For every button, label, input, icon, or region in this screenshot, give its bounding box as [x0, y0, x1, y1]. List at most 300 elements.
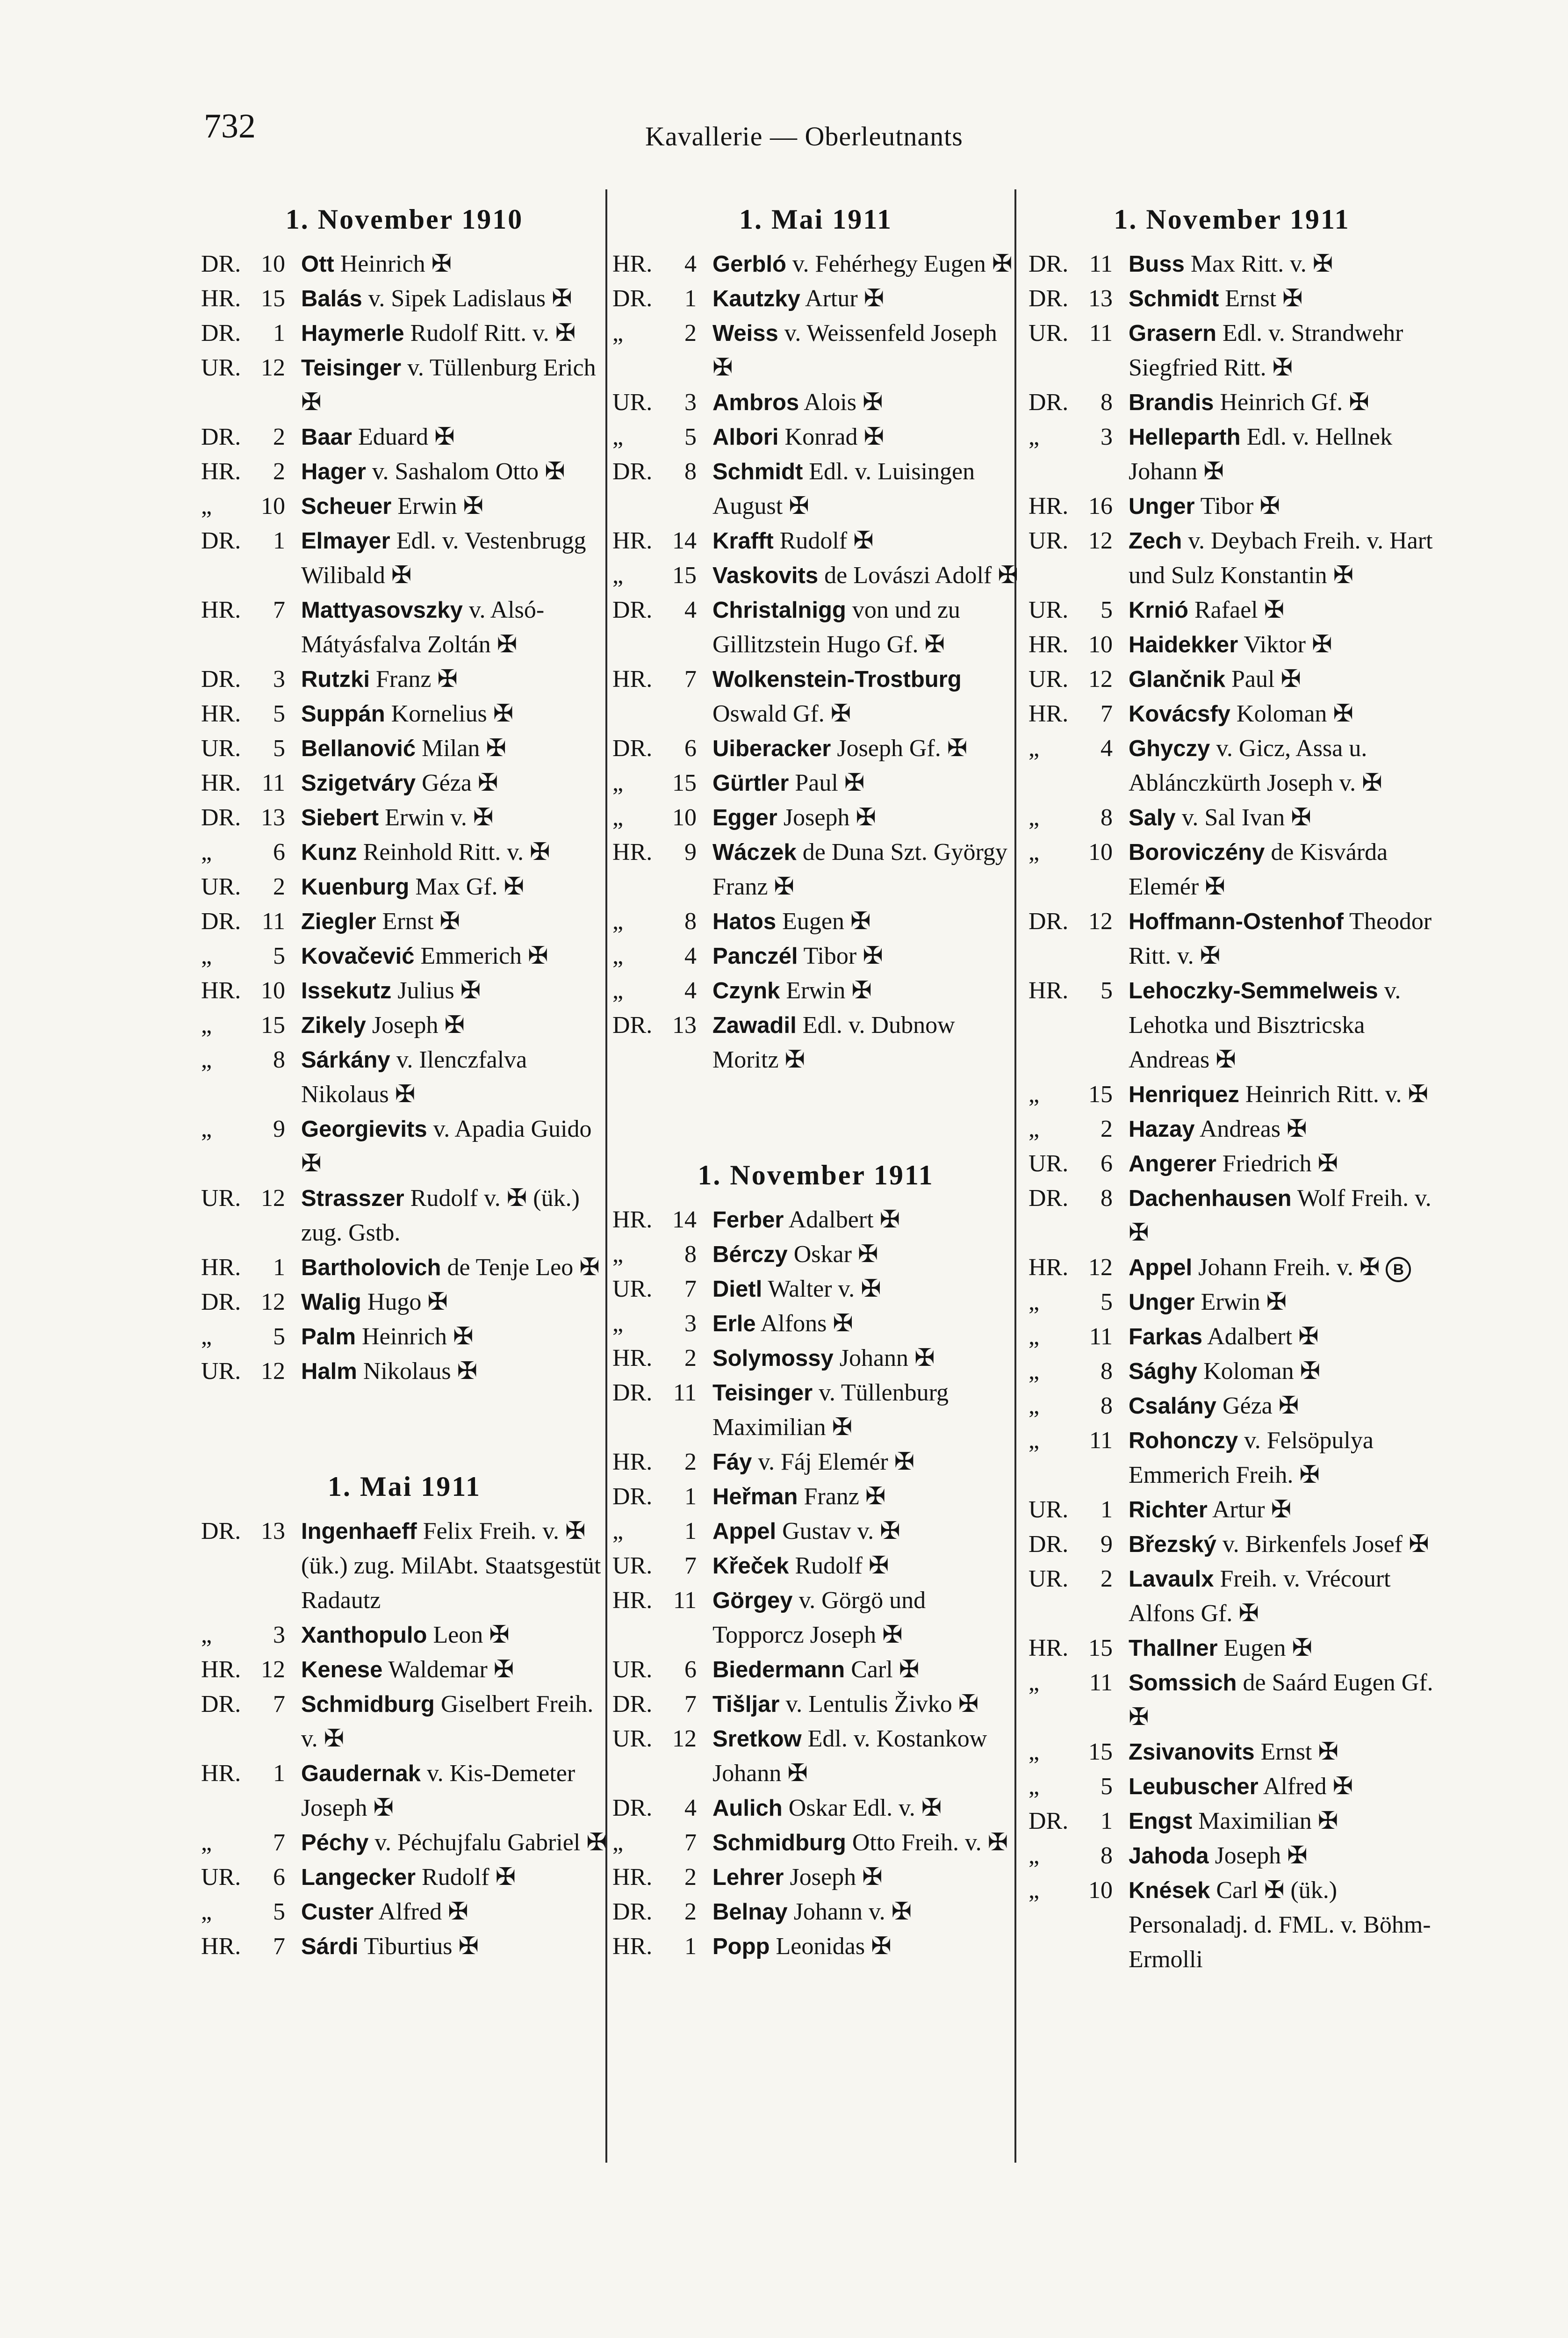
roster-entry: [612, 974, 1019, 1008]
regiment-branch: „: [1029, 1773, 1040, 1800]
roster-entry: [612, 385, 1019, 420]
regiment-number: 2: [1100, 1116, 1113, 1142]
section-spacer: [612, 1077, 1019, 1147]
officer-name: [301, 1687, 608, 1756]
regiment-branch: HR.: [201, 1760, 241, 1787]
regiment-number: 6: [684, 735, 697, 762]
surname: Solymossy: [712, 1346, 834, 1371]
regiment-number: 7: [273, 597, 285, 623]
officer-name: [301, 455, 608, 489]
surname: Knések: [1129, 1878, 1210, 1903]
regiment-branch: DR.: [612, 1379, 653, 1406]
officer-name: [301, 489, 608, 524]
name-details: Erwin v. ✠: [379, 804, 494, 831]
regiment-number: 8: [1100, 389, 1113, 416]
regiment-branch: HR.: [612, 1206, 653, 1233]
regiment-branch: DR.: [612, 1012, 653, 1039]
regiment-number: 15: [1088, 1739, 1113, 1765]
name-details: Max Ritt. v. ✠: [1184, 251, 1333, 277]
regiment-branch: UR.: [201, 873, 241, 900]
regiment-branch: „: [612, 1518, 624, 1544]
name-details: Alfred ✠: [1258, 1773, 1353, 1800]
roster-entry: [201, 939, 608, 974]
surname: Richter: [1129, 1497, 1208, 1523]
roster-entry: [201, 1181, 608, 1250]
officer-name: [301, 870, 608, 904]
roster-entry: [1029, 524, 1435, 593]
regiment-number: 15: [672, 562, 697, 589]
section-heading: 1. Mai 1911: [739, 204, 892, 235]
name-details: Theodor Ritt. v. ✠: [1129, 908, 1432, 969]
regiment-branch: „: [1029, 804, 1040, 831]
roster-entry: [612, 766, 1019, 801]
name-details: Franz ✠: [370, 666, 458, 693]
regiment-number: 4: [1100, 735, 1113, 762]
roster-entry: [612, 662, 1019, 731]
roster-entry: [1029, 316, 1435, 385]
officer-name: [1129, 974, 1435, 1077]
regiment-number: 5: [273, 943, 285, 969]
roster-entry: [612, 316, 1019, 385]
roster-entry: [201, 1826, 608, 1860]
regiment-number: 15: [1088, 1635, 1113, 1661]
roster-entry: [612, 1008, 1019, 1077]
surname: Görgey: [712, 1588, 793, 1613]
roster-entry: [612, 731, 1019, 766]
surname: Rohonczy: [1129, 1428, 1238, 1453]
section-heading: 1. November 1911: [698, 1160, 934, 1191]
surname: Langecker: [301, 1865, 416, 1890]
regiment-branch: UR.: [612, 1725, 653, 1752]
roster-entry: [1029, 1147, 1435, 1181]
officer-name: [1129, 1562, 1435, 1631]
regiment-number: 5: [1100, 597, 1113, 623]
name-details: de Duna Szt. György Franz ✠: [712, 839, 1007, 900]
surname: Kautzky: [712, 286, 800, 311]
regiment-branch: „: [612, 977, 624, 1004]
regiment-number: 16: [1088, 493, 1113, 520]
regiment-number: 2: [684, 1864, 697, 1891]
officer-name: [1129, 593, 1435, 628]
officer-name: [1129, 385, 1435, 420]
surname: Appel: [712, 1519, 777, 1544]
regiment-branch: HR.: [612, 1449, 653, 1475]
surname: Baar: [301, 425, 352, 450]
surname: Popp: [712, 1934, 770, 1959]
officer-name: [1129, 316, 1435, 385]
officer-name: [712, 1203, 1019, 1237]
name-details: Artur ✠: [800, 285, 885, 312]
surname: Ott: [301, 252, 334, 277]
name-details: Oswald Gf. ✠: [712, 700, 851, 727]
roster-entry: [612, 1895, 1019, 1929]
regiment-number: 2: [273, 873, 285, 900]
roster-entry: [201, 489, 608, 524]
name-details: Tibor ✠: [1194, 493, 1280, 520]
roster-entry: [1029, 1804, 1435, 1839]
name-details: Andreas ✠: [1194, 1116, 1307, 1142]
section-heading: 1. November 1911: [1114, 204, 1350, 235]
roster-entry: [1029, 385, 1435, 420]
name-details: v. Apadia Guido ✠: [301, 1116, 592, 1177]
regiment-number: 13: [261, 1518, 285, 1544]
regiment-branch: UR.: [612, 1656, 653, 1683]
officer-name: [1129, 1666, 1435, 1735]
surname: Scheuer: [301, 494, 392, 519]
surname: Březský: [1129, 1532, 1216, 1557]
roster-entry: [1029, 1250, 1435, 1285]
regiment-number: 9: [273, 1116, 285, 1142]
name-details: Julius ✠: [391, 977, 481, 1004]
officer-name: [301, 351, 608, 420]
name-details: v. Péchujfalu Gabriel ✠: [368, 1829, 607, 1856]
roster-entry: [612, 1791, 1019, 1826]
surname: Grasern: [1129, 321, 1216, 346]
officer-name: [1129, 835, 1435, 904]
name-details: Heinrich ✠: [334, 251, 452, 277]
regiment-number: 6: [273, 1864, 285, 1891]
roster-entry: [612, 1722, 1019, 1791]
name-details: v. Tüllenburg Maximilian ✠: [712, 1379, 949, 1441]
name-details: Heinrich ✠: [356, 1323, 474, 1350]
officer-name: [712, 281, 1019, 316]
name-details: v. Tüllenburg Erich ✠: [301, 354, 596, 416]
regiment-branch: DR.: [612, 285, 653, 312]
officer-name: [301, 524, 608, 593]
regiment-branch: DR.: [1029, 1531, 1069, 1558]
regiment-number: 10: [261, 493, 285, 520]
regiment-branch: UR.: [1029, 320, 1069, 346]
surname: Helleparth: [1129, 425, 1241, 450]
roster-entry: [1029, 1181, 1435, 1250]
section-heading: 1. November 1910: [285, 204, 524, 235]
column-3: [1029, 192, 1435, 1977]
regiment-number: 2: [684, 1898, 697, 1925]
name-details: v. Sashalom Otto ✠: [366, 458, 565, 485]
name-details: v. Fehérhegy Eugen ✠: [786, 251, 1013, 277]
name-details: v. Lehotka und Bisztricska Andreas ✠: [1129, 977, 1401, 1073]
surname: Thallner: [1129, 1636, 1218, 1661]
regiment-number: 8: [684, 1241, 697, 1268]
regiment-branch: HR.: [201, 285, 241, 312]
roster-entry: [1029, 1493, 1435, 1527]
regiment-number: 7: [684, 1691, 697, 1717]
name-details: v. Sipek Ladislaus ✠: [362, 285, 572, 312]
name-details: Edl. v. Luisingen August ✠: [712, 458, 975, 520]
roster-entry: [1029, 628, 1435, 662]
roster-entry: [1029, 1769, 1435, 1804]
roster-entry: [612, 1445, 1019, 1479]
name-details: Edl. v. Dubnow Moritz ✠: [712, 1012, 955, 1073]
roster-entry: [201, 766, 608, 801]
regiment-branch: „: [1029, 1289, 1040, 1315]
roster-entry: [612, 247, 1019, 281]
officer-name: [712, 420, 1019, 455]
regiment-number: 3: [273, 666, 285, 693]
name-details: Edl. v. Strandwehr Siegfried Ritt. ✠: [1129, 320, 1403, 381]
name-details: Paul ✠: [1225, 666, 1301, 693]
surname: Krnió: [1129, 598, 1188, 623]
officer-name: [301, 974, 608, 1008]
name-details: Konrad ✠: [778, 424, 885, 450]
surname: Walig: [301, 1290, 361, 1315]
surname: Jahoda: [1129, 1843, 1209, 1869]
surname: Custer: [301, 1899, 374, 1925]
regiment-number: 3: [684, 389, 697, 416]
surname: Ambros: [712, 390, 799, 415]
roster-entry: [1029, 904, 1435, 974]
officer-name: [1129, 1631, 1435, 1666]
surname: Lavaulx: [1129, 1566, 1214, 1592]
regiment-branch: HR.: [1029, 1635, 1069, 1661]
regiment-branch: „: [201, 943, 212, 969]
name-details: Eugen ✠: [1217, 1635, 1313, 1661]
officer-name: [301, 281, 608, 316]
regiment-branch: „: [612, 562, 624, 589]
regiment-number: 12: [672, 1725, 697, 1752]
roster-entry: [201, 1652, 608, 1687]
surname: Kenese: [301, 1657, 383, 1682]
regiment-number: 15: [261, 1012, 285, 1039]
name-details: Waldemar ✠: [382, 1656, 514, 1683]
regiment-number: 8: [684, 458, 697, 485]
name-details: Max Gf. ✠: [409, 873, 525, 900]
officer-name: [301, 1250, 608, 1285]
surname: Zawadil: [712, 1013, 797, 1038]
roster-entry: [1029, 1562, 1435, 1631]
roster-entry: [201, 662, 608, 697]
officer-name: [712, 1376, 1019, 1445]
officer-name: [301, 801, 608, 835]
officer-name: [1129, 1423, 1435, 1493]
surname: Wolkenstein-Trostburg: [712, 667, 962, 692]
officer-name: [301, 1826, 608, 1860]
officer-name: [301, 904, 608, 939]
surname: Ferber: [712, 1207, 784, 1233]
regiment-number: 13: [261, 804, 285, 831]
name-details: Edl. v. Kostankow Johann ✠: [712, 1725, 987, 1787]
name-details: v. Görgö und Topporcz Joseph ✠: [712, 1587, 926, 1648]
roster-entry: [1029, 1077, 1435, 1112]
regiment-number: 2: [684, 1345, 697, 1371]
regiment-branch: HR.: [201, 1254, 241, 1281]
regiment-branch: „: [1029, 1116, 1040, 1142]
officer-name: [1129, 1873, 1435, 1977]
regiment-branch: „: [201, 1323, 212, 1350]
name-details: Joseph Gf. ✠: [831, 735, 968, 762]
roster-entry: [1029, 489, 1435, 524]
regiment-branch: „: [1029, 839, 1040, 866]
name-details: v. Sal Ivan ✠: [1175, 804, 1311, 831]
regiment-number: 8: [684, 908, 697, 935]
surname: Boroviczény: [1129, 840, 1265, 865]
name-details: v. Deybach Freih. v. Hart und Sulz Konstantin ✠: [1129, 527, 1433, 589]
officer-name: [1129, 1285, 1435, 1320]
regiment-branch: „: [201, 1012, 212, 1039]
name-details: Leon ✠: [427, 1622, 510, 1648]
regiment-branch: DR.: [1029, 908, 1069, 935]
regiment-number: 4: [684, 1795, 697, 1821]
regiment-branch: UR.: [1029, 1496, 1069, 1523]
officer-name: [301, 731, 608, 766]
roster-entry: [201, 1514, 608, 1618]
officer-name: [1129, 1077, 1435, 1112]
name-details: Joseph ✠: [784, 1864, 883, 1891]
name-details: Rudolf ✠: [773, 527, 874, 554]
surname: Krafft: [712, 528, 774, 554]
officer-name: [1129, 801, 1435, 835]
regiment-number: 5: [273, 735, 285, 762]
surname: Sághy: [1129, 1359, 1198, 1384]
regiment-branch: UR.: [201, 1358, 241, 1385]
regiment-number: 11: [673, 1379, 697, 1406]
regiment-number: 7: [273, 1829, 285, 1856]
roster-entry: [201, 316, 608, 351]
officer-name: [712, 1929, 1019, 1964]
name-details: Eugen ✠: [776, 908, 871, 935]
name-details: v. Lentulis Živko ✠: [779, 1691, 979, 1717]
name-details: Edl. v. Vestenbrugg Wilibald ✠: [301, 527, 586, 589]
name-details: Heinrich Gf. ✠: [1214, 389, 1369, 416]
surname: Siebert: [301, 805, 379, 830]
officer-name: [712, 1514, 1019, 1549]
name-details: Carl ✠: [845, 1656, 920, 1683]
regiment-number: 10: [1088, 631, 1113, 658]
regiment-branch: „: [201, 493, 212, 520]
officer-name: [712, 524, 1019, 558]
name-details: Viktor ✠: [1238, 631, 1332, 658]
name-details: Adalbert ✠: [1202, 1323, 1319, 1350]
name-details: Oskar Edl. v. ✠: [782, 1795, 942, 1821]
column-2: [612, 192, 1019, 1964]
roster-entry: [612, 1306, 1019, 1341]
regiment-branch: HR.: [201, 770, 241, 796]
name-details: Koloman ✠: [1230, 700, 1354, 727]
officer-name: [712, 1341, 1019, 1376]
officer-name: [712, 1860, 1019, 1895]
officer-name: [712, 1722, 1019, 1791]
roster-entry: [201, 731, 608, 766]
roster-entry: [201, 1320, 608, 1354]
regiment-branch: HR.: [201, 977, 241, 1004]
regiment-number: 8: [1100, 1358, 1113, 1385]
officer-name: [301, 1514, 608, 1618]
name-details: Carl ✠ (ük.) Personaladj. d. FML. v. Böhm-Ermolli: [1129, 1877, 1431, 1973]
regiment-number: 4: [684, 597, 697, 623]
regiment-number: 2: [684, 320, 697, 346]
surname: Péchy: [301, 1830, 369, 1855]
surname: Lehoczky-Semmelweis: [1129, 978, 1378, 1003]
regiment-branch: HR.: [201, 700, 241, 727]
officer-name: [712, 385, 1019, 420]
name-details: Emmerich ✠: [414, 943, 548, 969]
officer-name: [301, 247, 608, 281]
name-details: Hugo ✠: [361, 1289, 448, 1315]
regiment-branch: UR.: [201, 735, 241, 762]
surname: Kovácsfy: [1129, 701, 1230, 727]
regiment-number: 12: [261, 1656, 285, 1683]
roster-entry: [612, 1687, 1019, 1722]
regiment-number: 2: [1100, 1566, 1113, 1592]
surname: Biedermann: [712, 1657, 845, 1682]
regiment-branch: DR.: [201, 804, 241, 831]
regiment-branch: UR.: [1029, 666, 1069, 693]
roster-entry: [201, 455, 608, 489]
regiment-number: 11: [261, 770, 285, 796]
name-details: de Tenje Leo ✠: [441, 1254, 600, 1281]
officer-name: [1129, 1181, 1435, 1250]
regiment-number: 7: [684, 1276, 697, 1302]
regiment-branch: „: [1029, 424, 1040, 450]
section-heading: 1. Mai 1911: [328, 1471, 481, 1502]
officer-name: [301, 420, 608, 455]
regiment-branch: „: [612, 1829, 624, 1856]
regiment-number: 10: [1088, 1877, 1113, 1904]
officer-name: [301, 1929, 608, 1964]
surname: Bérczy: [712, 1242, 788, 1267]
regiment-branch: DR.: [201, 1289, 241, 1315]
regiment-number: 1: [684, 285, 697, 312]
regiment-branch: „: [612, 320, 624, 346]
regiment-number: 3: [684, 1310, 697, 1337]
surname: Teisinger: [712, 1380, 813, 1406]
regiment-branch: DR.: [1029, 1808, 1069, 1834]
regiment-number: 14: [672, 527, 697, 554]
roster-entry: [612, 558, 1019, 593]
name-details: Freih. v. Vrécourt Alfons Gf. ✠: [1129, 1566, 1391, 1627]
regiment-number: 1: [684, 1518, 697, 1544]
officer-name: [712, 766, 1019, 801]
surname: Weiss: [712, 321, 778, 346]
regiment-number: 1: [1100, 1808, 1113, 1834]
surname: Buss: [1129, 252, 1185, 277]
regiment-number: 6: [1100, 1150, 1113, 1177]
name-details: Walter v. ✠: [762, 1276, 881, 1302]
roster-entry: [1029, 1354, 1435, 1389]
officer-name: [301, 1112, 608, 1181]
regiment-number: 12: [1088, 666, 1113, 693]
name-details: Ernst ✠: [1254, 1739, 1338, 1765]
surname: Christalnigg: [712, 598, 846, 623]
officer-name: [712, 731, 1019, 766]
name-details: Erwin ✠: [1194, 1289, 1287, 1315]
name-details: Paul ✠: [789, 770, 865, 796]
section-spacer: [201, 1389, 608, 1459]
roster-entry: [612, 1341, 1019, 1376]
name-details: v. Birkenfels Josef ✠: [1216, 1531, 1429, 1558]
roster-entry: [612, 1652, 1019, 1687]
regiment-number: 1: [684, 1933, 697, 1960]
regiment-branch: HR.: [1029, 493, 1069, 520]
officer-name: [301, 939, 608, 974]
regiment-number: 13: [672, 1012, 697, 1039]
name-details: Leonidas ✠: [770, 1933, 892, 1960]
surname: Ingenhaeff: [301, 1519, 417, 1544]
name-details: Erwin ✠: [780, 977, 872, 1004]
regiment-branch: DR.: [1029, 1185, 1069, 1212]
officer-name: [301, 1895, 608, 1929]
surname: Uiberacker: [712, 736, 831, 761]
regiment-branch: HR.: [612, 527, 653, 554]
officer-name: [301, 1285, 608, 1320]
regiment-number: 7: [684, 666, 697, 693]
name-details: Joseph ✠: [1208, 1842, 1308, 1869]
name-details: v. Alsó-Mátyásfalva Zoltán ✠: [301, 597, 545, 658]
regiment-branch: DR.: [201, 424, 241, 450]
regiment-branch: DR.: [201, 1518, 241, 1544]
surname: Aulich: [712, 1796, 783, 1821]
name-details: Kornelius ✠: [385, 700, 514, 727]
